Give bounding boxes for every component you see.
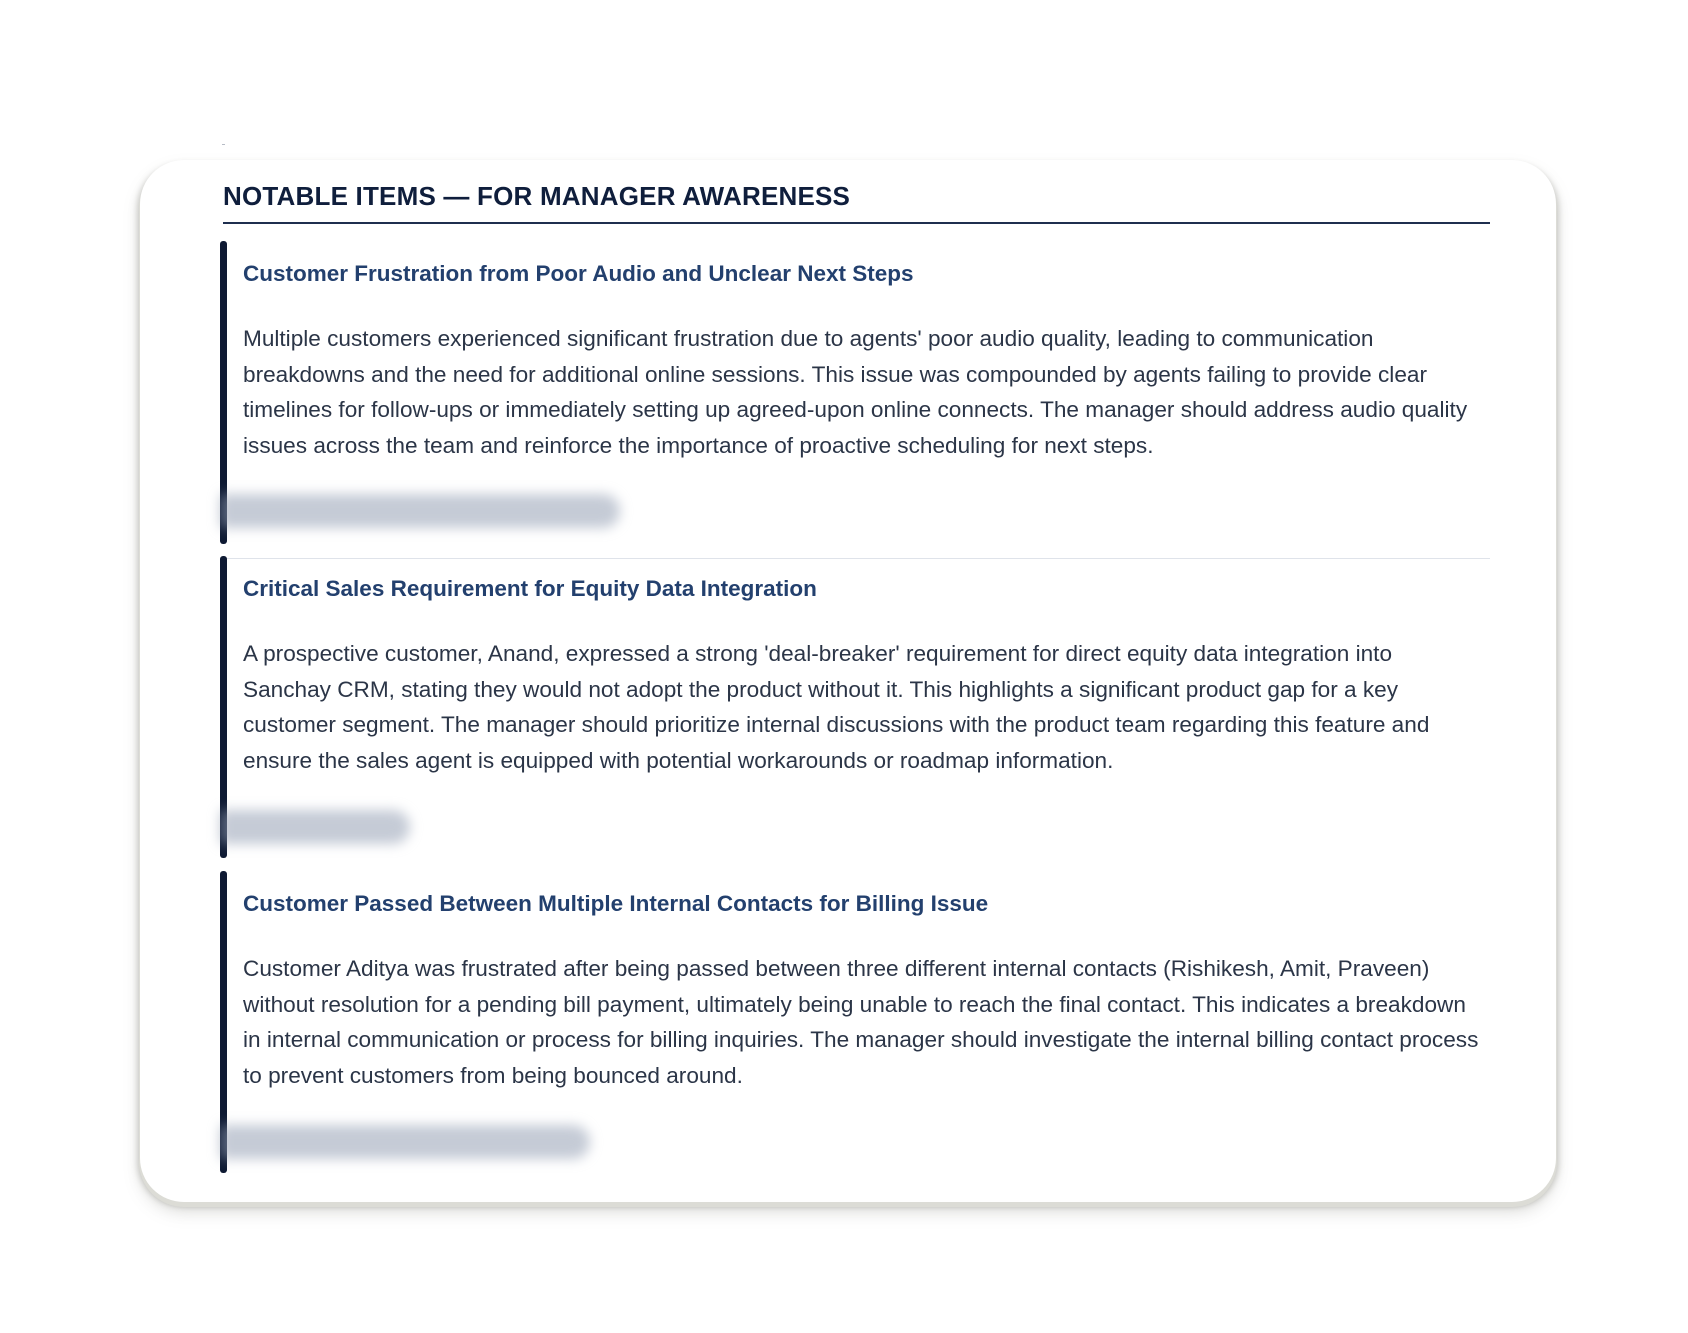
notable-item [220, 871, 1490, 1173]
item-description: Multiple customers experienced significant frustration due to agents' poor audio quality, leading to communication breakdowns and the need for additional online sessions. This issue was compounded by agents failing to provide clear timelines for follow-ups or immediately setting up agreed-upon online connects. The manager should address audio quality issues across the team and reinforce the importance of proactive scheduling for next steps. [243, 326, 1468, 458]
notable-item [220, 556, 1490, 858]
item-title: Critical Sales Requirement for Equity Data Integration [243, 576, 817, 601]
redacted-tags [220, 1125, 590, 1159]
item-description: A prospective customer, Anand, expressed a strong 'deal-breaker' requirement for direct equity data integration into Sanchay CRM, stating they would not adopt the product without it. This highlights a significant product gap for a key customer segment. The manager should prioritize internal discussions with the product team regarding this feature and ensure the sales agent is equipped with potential workarounds or roadmap information. [243, 641, 1430, 773]
section-title-underline [223, 222, 1490, 224]
notable-item [220, 241, 1490, 544]
section-title: NOTABLE ITEMS — FOR MANAGER AWARENESS [223, 181, 851, 211]
redacted-tags [220, 494, 620, 528]
item-description: Customer Aditya was frustrated after being passed between three different internal contacts (Rishikesh, Amit, Praveen) without resolution for a pending bill payment, ultimately being unable to reach the final contact. This indicates a breakdown in internal communication or process for billing inquiries. The manager should investigate the internal billing contact process to prevent customers from being bounced around. [243, 956, 1479, 1088]
item-title: Customer Passed Between Multiple Internal Contacts for Billing Issue [243, 891, 989, 916]
card-corner-mark [222, 144, 225, 145]
item-title: Customer Frustration from Poor Audio and Unclear Next Steps [243, 261, 914, 286]
redacted-tags [220, 810, 410, 844]
